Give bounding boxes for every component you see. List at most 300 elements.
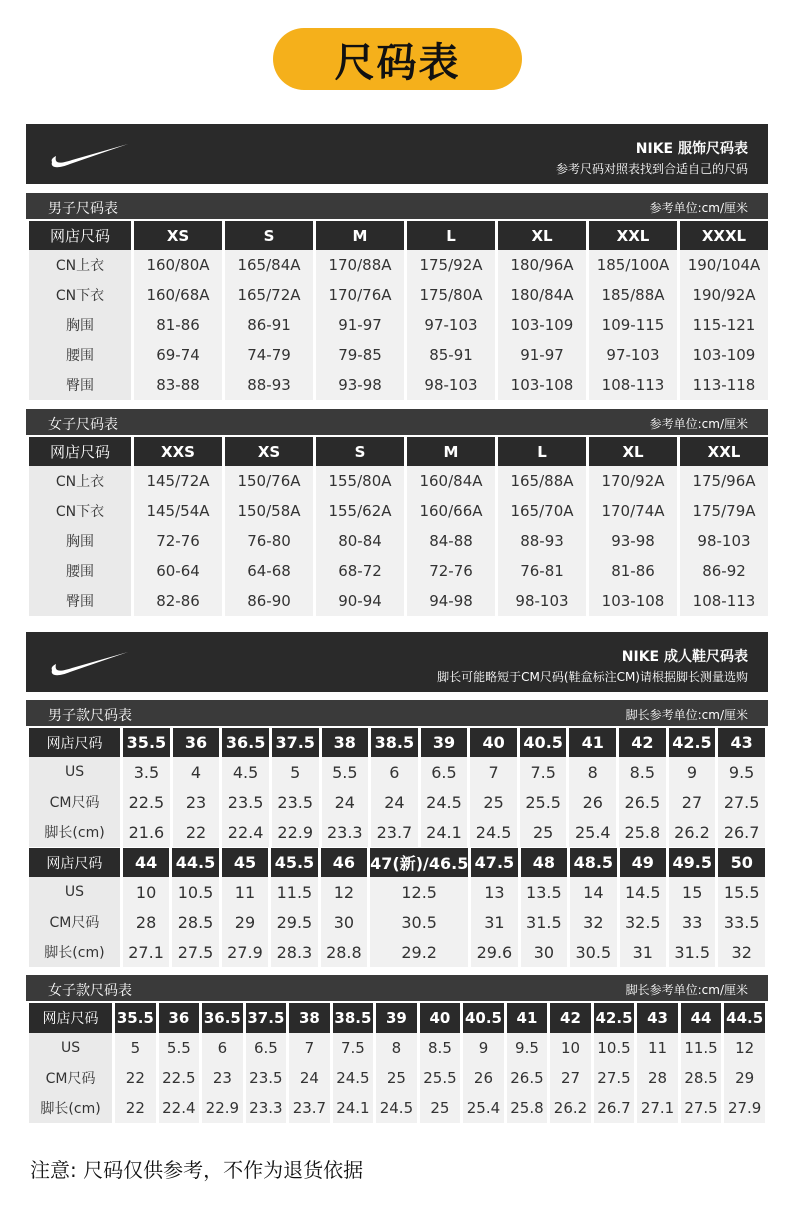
table-cell: 22	[115, 1093, 156, 1123]
table-cell: 48	[521, 848, 567, 877]
table-cell: 24.1	[421, 817, 468, 847]
table-cell: 23.7	[371, 817, 418, 847]
table-cell: 170/76A	[316, 280, 404, 310]
table-cell: 180/84A	[498, 280, 586, 310]
table-cell: 7.5	[520, 757, 567, 787]
table-cell: 30	[321, 907, 367, 937]
table-cell: 13.5	[521, 877, 567, 907]
section-label: 男子尺码表	[48, 201, 118, 217]
table-cell: 22.4	[159, 1093, 200, 1123]
men-apparel-table	[26, 221, 771, 400]
section-label: 女子款尺码表	[48, 983, 132, 999]
table-cell: 27.9	[222, 937, 268, 967]
table-row	[29, 370, 768, 400]
table-cell: 27.5	[681, 1093, 722, 1123]
table-cell: 44.5	[172, 848, 218, 877]
table-cell: 36.5	[202, 1003, 243, 1033]
table-cell: 10.5	[172, 877, 218, 907]
table-cell: 27	[669, 787, 716, 817]
table-header-row	[29, 848, 765, 877]
table-cell: 150/76A	[225, 466, 313, 496]
table-header-row	[29, 221, 768, 250]
table-cell: 86-90	[225, 586, 313, 616]
table-cell: 82-86	[134, 586, 222, 616]
unit-label: 参考单位:cm/厘米	[649, 417, 748, 431]
table-cell: 175/96A	[680, 466, 768, 496]
table-cell: 11	[637, 1033, 678, 1063]
table-cell: 29	[222, 907, 268, 937]
row-label: 网店尺码	[29, 437, 131, 466]
apparel-banner	[26, 124, 768, 184]
table-header-row	[29, 728, 765, 757]
table-cell: L	[498, 437, 586, 466]
table-cell: 10.5	[594, 1033, 635, 1063]
row-label: 网店尺码	[29, 728, 120, 757]
table-row	[29, 787, 765, 817]
table-cell: 24.1	[333, 1093, 374, 1123]
table-cell: 29	[724, 1063, 765, 1093]
women-shoes-section-header	[26, 975, 768, 1001]
table-cell: 145/54A	[134, 496, 222, 526]
table-cell: 80-84	[316, 526, 404, 556]
table-cell: 8.5	[420, 1033, 461, 1063]
table-cell: 28.5	[172, 907, 218, 937]
table-cell: S	[316, 437, 404, 466]
table-cell: 91-97	[498, 340, 586, 370]
table-cell: 14	[570, 877, 616, 907]
table-cell: XXXL	[680, 221, 768, 250]
table-cell: 108-113	[589, 370, 677, 400]
table-cell: 29.2	[370, 937, 468, 967]
table-cell: XS	[225, 437, 313, 466]
table-cell: 108-113	[680, 586, 768, 616]
table-cell: 24	[289, 1063, 330, 1093]
table-cell: 72-76	[134, 526, 222, 556]
row-label: 脚长(cm)	[29, 937, 120, 967]
table-cell: 42	[550, 1003, 591, 1033]
table-cell: 6	[202, 1033, 243, 1063]
table-row	[29, 1093, 765, 1123]
table-cell: 11	[222, 877, 268, 907]
table-cell: 25	[420, 1093, 461, 1123]
table-cell: 45.5	[271, 848, 317, 877]
table-row	[29, 907, 765, 937]
table-cell: 28	[123, 907, 169, 937]
table-cell: 31.5	[669, 937, 715, 967]
table-cell: 84-88	[407, 526, 495, 556]
table-cell: 115-121	[680, 310, 768, 340]
table-cell: 28.8	[321, 937, 367, 967]
table-cell: 7	[289, 1033, 330, 1063]
table-cell: 24.5	[421, 787, 468, 817]
table-row	[29, 937, 765, 967]
nike-swoosh-icon	[48, 650, 130, 678]
table-cell: 24	[371, 787, 418, 817]
table-cell: 103-109	[680, 340, 768, 370]
table-cell: 26.5	[507, 1063, 548, 1093]
footer-note: 注意: 尺码仅供参考，不作为退货依据	[30, 1158, 364, 1182]
table-cell: 15	[669, 877, 715, 907]
table-header-row	[29, 1003, 765, 1033]
table-cell: 25	[470, 787, 517, 817]
table-row	[29, 817, 765, 847]
table-cell: 47(新)/46.5	[370, 848, 468, 877]
table-cell: 165/70A	[498, 496, 586, 526]
table-cell: 25.8	[507, 1093, 548, 1123]
table-cell: 86-92	[680, 556, 768, 586]
table-cell: 9.5	[718, 757, 765, 787]
table-cell: 26.2	[669, 817, 716, 847]
table-cell: S	[225, 221, 313, 250]
table-cell: 23.5	[272, 787, 319, 817]
table-cell: 97-103	[589, 340, 677, 370]
row-label: CN下衣	[29, 280, 131, 310]
table-cell: 23.5	[246, 1063, 287, 1093]
table-cell: 109-115	[589, 310, 677, 340]
table-cell: 8	[376, 1033, 417, 1063]
table-cell: 103-109	[498, 310, 586, 340]
table-cell: 9	[669, 757, 716, 787]
table-cell: 175/79A	[680, 496, 768, 526]
table-cell: 23.3	[322, 817, 369, 847]
table-cell: 44.5	[724, 1003, 765, 1033]
table-cell: 26.7	[718, 817, 765, 847]
table-cell: 35.5	[115, 1003, 156, 1033]
table-cell: 24.5	[333, 1063, 374, 1093]
table-cell: 24.5	[376, 1093, 417, 1123]
table-cell: 40.5	[463, 1003, 504, 1033]
shoes-banner-title: NIKE 成人鞋尺码表	[621, 649, 748, 665]
table-cell: 98-103	[498, 586, 586, 616]
table-cell: 28.3	[271, 937, 317, 967]
table-cell: XXS	[134, 437, 222, 466]
row-label: CN下衣	[29, 496, 131, 526]
table-row	[29, 496, 768, 526]
men-shoes-section-header	[26, 700, 768, 726]
table-cell: 7	[470, 757, 517, 787]
table-cell: 38.5	[333, 1003, 374, 1033]
nike-swoosh-icon	[48, 142, 130, 170]
table-cell: 9	[463, 1033, 504, 1063]
table-header-row	[29, 437, 768, 466]
men-shoes-table-1	[26, 728, 768, 847]
table-cell: 93-98	[589, 526, 677, 556]
table-cell: 23.3	[246, 1093, 287, 1123]
table-cell: XXL	[680, 437, 768, 466]
table-cell: 170/88A	[316, 250, 404, 280]
shoes-banner	[26, 632, 768, 692]
table-cell: XXL	[589, 221, 677, 250]
table-row	[29, 757, 765, 787]
table-cell: 155/62A	[316, 496, 404, 526]
table-cell: 10	[550, 1033, 591, 1063]
table-cell: 28.5	[681, 1063, 722, 1093]
table-cell: 30	[521, 937, 567, 967]
table-cell: 81-86	[589, 556, 677, 586]
table-cell: 85-91	[407, 340, 495, 370]
table-cell: 27.5	[594, 1063, 635, 1093]
table-cell: 42	[619, 728, 666, 757]
table-cell: 22.5	[159, 1063, 200, 1093]
table-cell: 37.5	[272, 728, 319, 757]
row-label: 脚长(cm)	[29, 1093, 112, 1123]
row-label: 网店尺码	[29, 221, 131, 250]
table-row	[29, 310, 768, 340]
table-cell: 24.5	[470, 817, 517, 847]
table-cell: 48.5	[570, 848, 616, 877]
table-cell: 27.1	[637, 1093, 678, 1123]
table-cell: 10	[123, 877, 169, 907]
unit-label: 脚长参考单位:cm/厘米	[625, 708, 748, 722]
table-cell: 88-93	[498, 526, 586, 556]
table-cell: 49.5	[669, 848, 715, 877]
table-cell: 165/88A	[498, 466, 586, 496]
table-cell: 25	[376, 1063, 417, 1093]
table-row	[29, 556, 768, 586]
unit-label: 脚长参考单位:cm/厘米	[625, 983, 748, 997]
table-row	[29, 466, 768, 496]
row-label: US	[29, 877, 120, 907]
row-label: CN上衣	[29, 250, 131, 280]
table-cell: 5.5	[159, 1033, 200, 1063]
table-cell: 3.5	[123, 757, 170, 787]
table-cell: 22.9	[202, 1093, 243, 1123]
table-cell: XL	[589, 437, 677, 466]
row-label: 臀围	[29, 586, 131, 616]
table-cell: 68-72	[316, 556, 404, 586]
table-cell: 41	[569, 728, 616, 757]
page-title: 尺码表	[334, 39, 461, 86]
table-cell: 26	[569, 787, 616, 817]
table-cell: 36	[173, 728, 220, 757]
table-cell: 32.5	[620, 907, 666, 937]
table-row	[29, 340, 768, 370]
men-shoes-table-2	[26, 848, 768, 967]
table-cell: M	[407, 437, 495, 466]
table-cell: 25.5	[520, 787, 567, 817]
row-label: 网店尺码	[29, 848, 120, 877]
table-cell: 13	[471, 877, 517, 907]
table-cell: 31.5	[521, 907, 567, 937]
table-cell: 22.4	[222, 817, 269, 847]
table-cell: 160/66A	[407, 496, 495, 526]
table-cell: 37.5	[246, 1003, 287, 1033]
table-cell: 43	[637, 1003, 678, 1033]
table-cell: 103-108	[589, 586, 677, 616]
table-cell: XS	[134, 221, 222, 250]
table-cell: 5	[115, 1033, 156, 1063]
row-label: 臀围	[29, 370, 131, 400]
table-cell: 72-76	[407, 556, 495, 586]
table-cell: 30.5	[370, 907, 468, 937]
table-cell: 42.5	[669, 728, 716, 757]
table-cell: 6	[371, 757, 418, 787]
table-cell: 4.5	[222, 757, 269, 787]
table-row	[29, 280, 768, 310]
women-apparel-section-header	[26, 409, 768, 435]
table-cell: 43	[718, 728, 765, 757]
table-cell: 14.5	[620, 877, 666, 907]
table-cell: 175/92A	[407, 250, 495, 280]
table-cell: 180/96A	[498, 250, 586, 280]
row-label: 胸围	[29, 310, 131, 340]
women-shoes-table	[26, 1003, 768, 1123]
table-cell: 76-81	[498, 556, 586, 586]
table-cell: 6.5	[246, 1033, 287, 1063]
table-cell: 170/74A	[589, 496, 677, 526]
table-cell: 25	[520, 817, 567, 847]
table-cell: 42.5	[594, 1003, 635, 1033]
table-cell: 60-64	[134, 556, 222, 586]
row-label: US	[29, 1033, 112, 1063]
table-cell: 21.6	[123, 817, 170, 847]
table-cell: 8	[569, 757, 616, 787]
table-cell: 23	[173, 787, 220, 817]
table-cell: 26.5	[619, 787, 666, 817]
table-cell: 12	[724, 1033, 765, 1063]
men-apparel-section-header	[26, 193, 768, 219]
table-cell: 33.5	[718, 907, 765, 937]
table-cell: 5	[272, 757, 319, 787]
table-cell: 98-103	[680, 526, 768, 556]
table-cell: 25.4	[463, 1093, 504, 1123]
table-cell: 190/92A	[680, 280, 768, 310]
table-cell: 150/58A	[225, 496, 313, 526]
table-cell: 29.6	[471, 937, 517, 967]
row-label: CN上衣	[29, 466, 131, 496]
table-cell: 94-98	[407, 586, 495, 616]
table-cell: 79-85	[316, 340, 404, 370]
table-cell: 6.5	[421, 757, 468, 787]
table-cell: 32	[718, 937, 765, 967]
table-cell: 39	[421, 728, 468, 757]
table-cell: 38.5	[371, 728, 418, 757]
table-cell: 170/92A	[589, 466, 677, 496]
table-cell: 97-103	[407, 310, 495, 340]
apparel-banner-subtitle: 参考尺码对照表找到合适自己的尺码	[555, 162, 748, 176]
table-cell: 44	[123, 848, 169, 877]
table-cell: 76-80	[225, 526, 313, 556]
table-cell: 49	[620, 848, 666, 877]
table-cell: 69-74	[134, 340, 222, 370]
table-row	[29, 1033, 765, 1063]
table-cell: 160/80A	[134, 250, 222, 280]
table-cell: 27.9	[724, 1093, 765, 1123]
section-label: 男子款尺码表	[48, 708, 132, 724]
table-cell: 40	[470, 728, 517, 757]
table-cell: 64-68	[225, 556, 313, 586]
table-cell: 8.5	[619, 757, 666, 787]
table-cell: 46	[321, 848, 367, 877]
table-cell: 160/84A	[407, 466, 495, 496]
table-cell: 165/84A	[225, 250, 313, 280]
table-cell: 23.7	[289, 1093, 330, 1123]
table-cell: 31	[471, 907, 517, 937]
table-cell: 9.5	[507, 1033, 548, 1063]
table-cell: 11.5	[271, 877, 317, 907]
table-cell: 31	[620, 937, 666, 967]
row-label: CM尺码	[29, 1063, 112, 1093]
table-cell: 26.7	[594, 1093, 635, 1123]
table-cell: 175/80A	[407, 280, 495, 310]
table-cell: XL	[498, 221, 586, 250]
row-label: 胸围	[29, 526, 131, 556]
table-cell: 22	[173, 817, 220, 847]
table-cell: 98-103	[407, 370, 495, 400]
table-cell: 45	[222, 848, 268, 877]
table-cell: 27.1	[123, 937, 169, 967]
table-cell: 81-86	[134, 310, 222, 340]
table-cell: 47.5	[471, 848, 517, 877]
table-cell: 113-118	[680, 370, 768, 400]
table-cell: 90-94	[316, 586, 404, 616]
row-label: US	[29, 757, 120, 787]
table-row	[29, 877, 765, 907]
row-label: CM尺码	[29, 787, 120, 817]
table-cell: 88-93	[225, 370, 313, 400]
women-apparel-table	[26, 437, 771, 616]
table-cell: 74-79	[225, 340, 313, 370]
table-cell: 38	[322, 728, 369, 757]
table-cell: 5.5	[322, 757, 369, 787]
table-cell: 7.5	[333, 1033, 374, 1063]
apparel-banner-title: NIKE 服饰尺码表	[635, 141, 748, 157]
table-cell: 11.5	[681, 1033, 722, 1063]
unit-label: 参考单位:cm/厘米	[649, 201, 748, 215]
table-cell: 39	[376, 1003, 417, 1033]
table-cell: 26.2	[550, 1093, 591, 1123]
table-cell: 165/72A	[225, 280, 313, 310]
table-cell: 27.5	[172, 937, 218, 967]
shoes-banner-subtitle: 脚长可能略短于CM尺码(鞋盒标注CM)请根据脚长测量选购	[437, 670, 748, 684]
table-cell: 145/72A	[134, 466, 222, 496]
table-cell: 160/68A	[134, 280, 222, 310]
table-cell: 22.5	[123, 787, 170, 817]
table-cell: 190/104A	[680, 250, 768, 280]
table-cell: 91-97	[316, 310, 404, 340]
table-cell: 22	[115, 1063, 156, 1093]
table-cell: 103-108	[498, 370, 586, 400]
table-cell: 44	[681, 1003, 722, 1033]
table-cell: 33	[669, 907, 715, 937]
row-label: 网店尺码	[29, 1003, 112, 1033]
table-cell: 36.5	[222, 728, 269, 757]
table-cell: 22.9	[272, 817, 319, 847]
table-cell: 25.8	[619, 817, 666, 847]
table-cell: 23.5	[222, 787, 269, 817]
table-cell: 40	[420, 1003, 461, 1033]
table-cell: 41	[507, 1003, 548, 1033]
row-label: CM尺码	[29, 907, 120, 937]
table-cell: 29.5	[271, 907, 317, 937]
row-label: 脚长(cm)	[29, 817, 120, 847]
table-cell: 24	[322, 787, 369, 817]
table-cell: 28	[637, 1063, 678, 1093]
table-cell: 185/88A	[589, 280, 677, 310]
table-cell: 155/80A	[316, 466, 404, 496]
table-cell: L	[407, 221, 495, 250]
table-cell: 15.5	[718, 877, 765, 907]
row-label: 腰围	[29, 340, 131, 370]
table-cell: 30.5	[570, 937, 616, 967]
table-cell: 93-98	[316, 370, 404, 400]
table-cell: 83-88	[134, 370, 222, 400]
table-cell: 40.5	[520, 728, 567, 757]
table-cell: 86-91	[225, 310, 313, 340]
table-cell: 4	[173, 757, 220, 787]
table-cell: 26	[463, 1063, 504, 1093]
table-cell: 36	[159, 1003, 200, 1033]
